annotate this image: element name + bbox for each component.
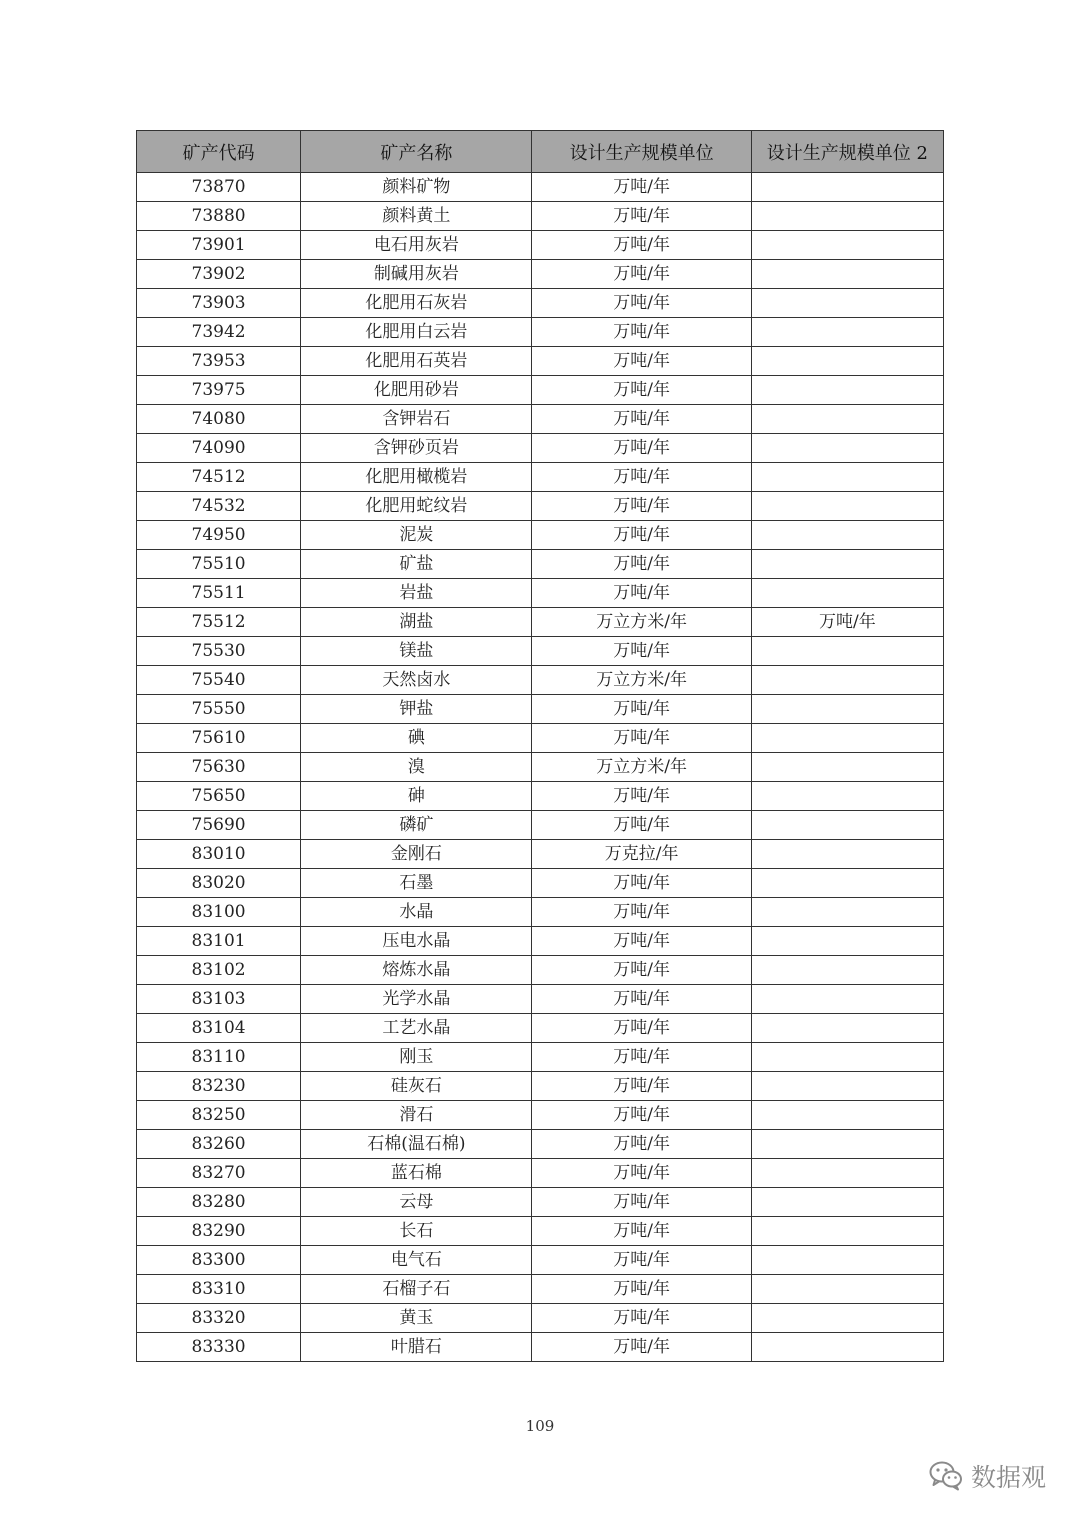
cell-mineral-name: 天然卤水 bbox=[301, 666, 532, 695]
cell-design-unit: 万立方米/年 bbox=[532, 608, 751, 637]
cell-mineral-code: 73870 bbox=[137, 173, 301, 202]
cell-mineral-code: 73902 bbox=[137, 260, 301, 289]
table-row bbox=[137, 608, 944, 637]
cell-mineral-name: 碘 bbox=[301, 724, 532, 753]
cell-design-unit: 万吨/年 bbox=[532, 1217, 751, 1246]
table-row bbox=[137, 1014, 944, 1043]
cell-design-unit-2 bbox=[751, 666, 943, 695]
cell-mineral-code: 83320 bbox=[137, 1304, 301, 1333]
cell-mineral-code: 75510 bbox=[137, 550, 301, 579]
cell-design-unit-2 bbox=[751, 1014, 943, 1043]
cell-mineral-code: 75650 bbox=[137, 782, 301, 811]
cell-design-unit-2 bbox=[751, 1130, 943, 1159]
cell-mineral-name: 含钾砂页岩 bbox=[301, 434, 532, 463]
cell-mineral-name: 云母 bbox=[301, 1188, 532, 1217]
cell-mineral-name: 水晶 bbox=[301, 898, 532, 927]
table-row bbox=[137, 347, 944, 376]
cell-mineral-name: 颜料矿物 bbox=[301, 173, 532, 202]
cell-mineral-name: 化肥用石英岩 bbox=[301, 347, 532, 376]
cell-mineral-code: 74532 bbox=[137, 492, 301, 521]
cell-mineral-name: 镁盐 bbox=[301, 637, 532, 666]
table-row bbox=[137, 492, 944, 521]
cell-mineral-code: 74512 bbox=[137, 463, 301, 492]
cell-design-unit-2 bbox=[751, 202, 943, 231]
cell-design-unit-2 bbox=[751, 695, 943, 724]
cell-design-unit-2 bbox=[751, 811, 943, 840]
cell-design-unit-2 bbox=[751, 1188, 943, 1217]
cell-design-unit: 万吨/年 bbox=[532, 405, 751, 434]
cell-design-unit-2 bbox=[751, 434, 943, 463]
table-row bbox=[137, 405, 944, 434]
cell-mineral-name: 泥炭 bbox=[301, 521, 532, 550]
cell-design-unit: 万吨/年 bbox=[532, 434, 751, 463]
cell-design-unit: 万吨/年 bbox=[532, 1043, 751, 1072]
cell-design-unit-2 bbox=[751, 898, 943, 927]
table-row bbox=[137, 318, 944, 347]
cell-mineral-name: 黄玉 bbox=[301, 1304, 532, 1333]
cell-mineral-code: 83250 bbox=[137, 1101, 301, 1130]
cell-design-unit-2 bbox=[751, 1101, 943, 1130]
cell-design-unit-2 bbox=[751, 1217, 943, 1246]
watermark bbox=[929, 1458, 1046, 1494]
table-row bbox=[137, 985, 944, 1014]
cell-design-unit-2 bbox=[751, 1333, 943, 1362]
cell-mineral-code: 75690 bbox=[137, 811, 301, 840]
cell-design-unit: 万吨/年 bbox=[532, 811, 751, 840]
cell-design-unit-2 bbox=[751, 840, 943, 869]
table-row bbox=[137, 1217, 944, 1246]
cell-design-unit-2 bbox=[751, 782, 943, 811]
cell-design-unit-2 bbox=[751, 289, 943, 318]
table-row bbox=[137, 724, 944, 753]
cell-design-unit: 万吨/年 bbox=[532, 1072, 751, 1101]
cell-mineral-code: 74080 bbox=[137, 405, 301, 434]
table-row bbox=[137, 927, 944, 956]
table-row bbox=[137, 434, 944, 463]
header-mineral-code: 矿产代码 bbox=[137, 131, 301, 173]
mineral-table bbox=[136, 130, 944, 1362]
cell-design-unit: 万吨/年 bbox=[532, 1275, 751, 1304]
table-row bbox=[137, 1304, 944, 1333]
cell-mineral-name: 蓝石棉 bbox=[301, 1159, 532, 1188]
cell-design-unit: 万吨/年 bbox=[532, 579, 751, 608]
cell-mineral-name: 化肥用蛇纹岩 bbox=[301, 492, 532, 521]
cell-design-unit: 万吨/年 bbox=[532, 782, 751, 811]
table-row bbox=[137, 1246, 944, 1275]
header-design-unit-2: 设计生产规模单位 2 bbox=[751, 131, 943, 173]
cell-design-unit: 万吨/年 bbox=[532, 869, 751, 898]
cell-design-unit: 万吨/年 bbox=[532, 695, 751, 724]
cell-design-unit-2 bbox=[751, 1246, 943, 1275]
cell-design-unit-2 bbox=[751, 1043, 943, 1072]
cell-mineral-code: 73953 bbox=[137, 347, 301, 376]
cell-mineral-name: 石棉(温石棉) bbox=[301, 1130, 532, 1159]
cell-design-unit-2 bbox=[751, 579, 943, 608]
cell-design-unit-2 bbox=[751, 173, 943, 202]
cell-design-unit: 万吨/年 bbox=[532, 463, 751, 492]
table-row bbox=[137, 869, 944, 898]
cell-design-unit: 万吨/年 bbox=[532, 1130, 751, 1159]
cell-design-unit-2 bbox=[751, 1304, 943, 1333]
watermark-text: 数据观 bbox=[970, 1463, 1046, 1492]
cell-design-unit-2 bbox=[751, 260, 943, 289]
cell-mineral-name: 颜料黄土 bbox=[301, 202, 532, 231]
table-row bbox=[137, 1072, 944, 1101]
table-row bbox=[137, 782, 944, 811]
cell-mineral-name: 压电水晶 bbox=[301, 927, 532, 956]
cell-design-unit-2: 万吨/年 bbox=[751, 608, 943, 637]
cell-design-unit-2 bbox=[751, 956, 943, 985]
cell-design-unit: 万吨/年 bbox=[532, 985, 751, 1014]
cell-mineral-name: 石墨 bbox=[301, 869, 532, 898]
cell-mineral-code: 83290 bbox=[137, 1217, 301, 1246]
cell-mineral-name: 磷矿 bbox=[301, 811, 532, 840]
cell-design-unit: 万吨/年 bbox=[532, 1246, 751, 1275]
cell-design-unit-2 bbox=[751, 927, 943, 956]
cell-mineral-code: 83103 bbox=[137, 985, 301, 1014]
table-header-row bbox=[137, 131, 944, 173]
table-row bbox=[137, 956, 944, 985]
cell-design-unit-2 bbox=[751, 376, 943, 405]
table-row bbox=[137, 666, 944, 695]
table-row bbox=[137, 521, 944, 550]
header-design-unit: 设计生产规模单位 bbox=[532, 131, 751, 173]
cell-mineral-code: 83260 bbox=[137, 1130, 301, 1159]
cell-mineral-code: 75540 bbox=[137, 666, 301, 695]
cell-mineral-name: 电气石 bbox=[301, 1246, 532, 1275]
table-row bbox=[137, 289, 944, 318]
table-row bbox=[137, 463, 944, 492]
table-row bbox=[137, 376, 944, 405]
cell-design-unit-2 bbox=[751, 753, 943, 782]
cell-design-unit: 万吨/年 bbox=[532, 347, 751, 376]
table-row bbox=[137, 840, 944, 869]
cell-design-unit: 万吨/年 bbox=[532, 1333, 751, 1362]
cell-mineral-name: 湖盐 bbox=[301, 608, 532, 637]
table-row bbox=[137, 1275, 944, 1304]
cell-design-unit: 万吨/年 bbox=[532, 1014, 751, 1043]
table-row bbox=[137, 695, 944, 724]
cell-mineral-name: 化肥用砂岩 bbox=[301, 376, 532, 405]
table-row bbox=[137, 173, 944, 202]
table-row bbox=[137, 231, 944, 260]
cell-design-unit: 万吨/年 bbox=[532, 1101, 751, 1130]
cell-design-unit: 万吨/年 bbox=[532, 898, 751, 927]
cell-mineral-code: 83110 bbox=[137, 1043, 301, 1072]
cell-design-unit-2 bbox=[751, 724, 943, 753]
cell-mineral-name: 工艺水晶 bbox=[301, 1014, 532, 1043]
cell-design-unit-2 bbox=[751, 1072, 943, 1101]
cell-mineral-code: 83300 bbox=[137, 1246, 301, 1275]
cell-mineral-name: 化肥用石灰岩 bbox=[301, 289, 532, 318]
cell-design-unit-2 bbox=[751, 405, 943, 434]
cell-mineral-code: 83310 bbox=[137, 1275, 301, 1304]
cell-mineral-code: 83100 bbox=[137, 898, 301, 927]
cell-mineral-code: 74950 bbox=[137, 521, 301, 550]
cell-design-unit: 万吨/年 bbox=[532, 376, 751, 405]
cell-design-unit: 万吨/年 bbox=[532, 927, 751, 956]
cell-mineral-code: 75530 bbox=[137, 637, 301, 666]
cell-design-unit: 万吨/年 bbox=[532, 318, 751, 347]
cell-mineral-code: 75511 bbox=[137, 579, 301, 608]
cell-mineral-name: 电石用灰岩 bbox=[301, 231, 532, 260]
table-row bbox=[137, 260, 944, 289]
cell-mineral-code: 73901 bbox=[137, 231, 301, 260]
cell-mineral-code: 83101 bbox=[137, 927, 301, 956]
cell-mineral-name: 金刚石 bbox=[301, 840, 532, 869]
cell-design-unit-2 bbox=[751, 637, 943, 666]
cell-mineral-code: 73903 bbox=[137, 289, 301, 318]
cell-design-unit: 万吨/年 bbox=[532, 260, 751, 289]
table-row bbox=[137, 753, 944, 782]
cell-design-unit: 万吨/年 bbox=[532, 956, 751, 985]
cell-design-unit-2 bbox=[751, 985, 943, 1014]
cell-mineral-code: 73880 bbox=[137, 202, 301, 231]
cell-mineral-name: 化肥用白云岩 bbox=[301, 318, 532, 347]
cell-mineral-code: 75630 bbox=[137, 753, 301, 782]
cell-design-unit: 万立方米/年 bbox=[532, 753, 751, 782]
cell-mineral-code: 73975 bbox=[137, 376, 301, 405]
cell-mineral-code: 83280 bbox=[137, 1188, 301, 1217]
wechat-icon bbox=[929, 1461, 963, 1491]
cell-mineral-name: 溴 bbox=[301, 753, 532, 782]
cell-mineral-code: 83010 bbox=[137, 840, 301, 869]
page-number: 109 bbox=[525, 1417, 555, 1435]
cell-mineral-name: 化肥用橄榄岩 bbox=[301, 463, 532, 492]
table-row bbox=[137, 550, 944, 579]
cell-mineral-name: 叶腊石 bbox=[301, 1333, 532, 1362]
cell-mineral-code: 83102 bbox=[137, 956, 301, 985]
table-row bbox=[137, 1101, 944, 1130]
cell-mineral-code: 73942 bbox=[137, 318, 301, 347]
cell-mineral-name: 石榴子石 bbox=[301, 1275, 532, 1304]
cell-design-unit: 万吨/年 bbox=[532, 173, 751, 202]
table-row bbox=[137, 1159, 944, 1188]
cell-design-unit: 万吨/年 bbox=[532, 1159, 751, 1188]
cell-mineral-name: 熔炼水晶 bbox=[301, 956, 532, 985]
cell-design-unit: 万吨/年 bbox=[532, 1304, 751, 1333]
cell-design-unit-2 bbox=[751, 869, 943, 898]
cell-design-unit: 万吨/年 bbox=[532, 202, 751, 231]
cell-mineral-name: 岩盐 bbox=[301, 579, 532, 608]
cell-mineral-code: 74090 bbox=[137, 434, 301, 463]
cell-mineral-code: 75550 bbox=[137, 695, 301, 724]
cell-design-unit-2 bbox=[751, 1159, 943, 1188]
cell-mineral-name: 硅灰石 bbox=[301, 1072, 532, 1101]
cell-mineral-code: 75610 bbox=[137, 724, 301, 753]
table-row bbox=[137, 1130, 944, 1159]
cell-design-unit: 万吨/年 bbox=[532, 637, 751, 666]
cell-design-unit-2 bbox=[751, 550, 943, 579]
cell-design-unit-2 bbox=[751, 347, 943, 376]
cell-mineral-name: 长石 bbox=[301, 1217, 532, 1246]
cell-design-unit-2 bbox=[751, 231, 943, 260]
table-row bbox=[137, 637, 944, 666]
table-row bbox=[137, 811, 944, 840]
cell-mineral-name: 光学水晶 bbox=[301, 985, 532, 1014]
header-mineral-name: 矿产名称 bbox=[301, 131, 532, 173]
cell-mineral-name: 含钾岩石 bbox=[301, 405, 532, 434]
cell-design-unit-2 bbox=[751, 318, 943, 347]
table-row bbox=[137, 579, 944, 608]
cell-mineral-name: 砷 bbox=[301, 782, 532, 811]
cell-design-unit-2 bbox=[751, 492, 943, 521]
cell-mineral-code: 83330 bbox=[137, 1333, 301, 1362]
cell-design-unit: 万吨/年 bbox=[532, 1188, 751, 1217]
cell-design-unit: 万吨/年 bbox=[532, 724, 751, 753]
table-row bbox=[137, 1043, 944, 1072]
cell-mineral-name: 刚玉 bbox=[301, 1043, 532, 1072]
cell-design-unit-2 bbox=[751, 521, 943, 550]
cell-design-unit: 万吨/年 bbox=[532, 289, 751, 318]
cell-mineral-code: 83020 bbox=[137, 869, 301, 898]
cell-design-unit-2 bbox=[751, 463, 943, 492]
cell-mineral-code: 83270 bbox=[137, 1159, 301, 1188]
cell-design-unit: 万吨/年 bbox=[532, 492, 751, 521]
cell-design-unit: 万克拉/年 bbox=[532, 840, 751, 869]
cell-mineral-name: 滑石 bbox=[301, 1101, 532, 1130]
table-row bbox=[137, 1188, 944, 1217]
table-row bbox=[137, 202, 944, 231]
cell-design-unit: 万吨/年 bbox=[532, 521, 751, 550]
cell-mineral-code: 75512 bbox=[137, 608, 301, 637]
table-row bbox=[137, 898, 944, 927]
cell-mineral-name: 钾盐 bbox=[301, 695, 532, 724]
table-body bbox=[137, 173, 944, 1362]
cell-design-unit: 万立方米/年 bbox=[532, 666, 751, 695]
cell-mineral-name: 制碱用灰岩 bbox=[301, 260, 532, 289]
cell-design-unit-2 bbox=[751, 1275, 943, 1304]
cell-design-unit: 万吨/年 bbox=[532, 231, 751, 260]
cell-mineral-code: 83230 bbox=[137, 1072, 301, 1101]
cell-mineral-code: 83104 bbox=[137, 1014, 301, 1043]
cell-mineral-name: 矿盐 bbox=[301, 550, 532, 579]
cell-design-unit: 万吨/年 bbox=[532, 550, 751, 579]
table-row bbox=[137, 1333, 944, 1362]
